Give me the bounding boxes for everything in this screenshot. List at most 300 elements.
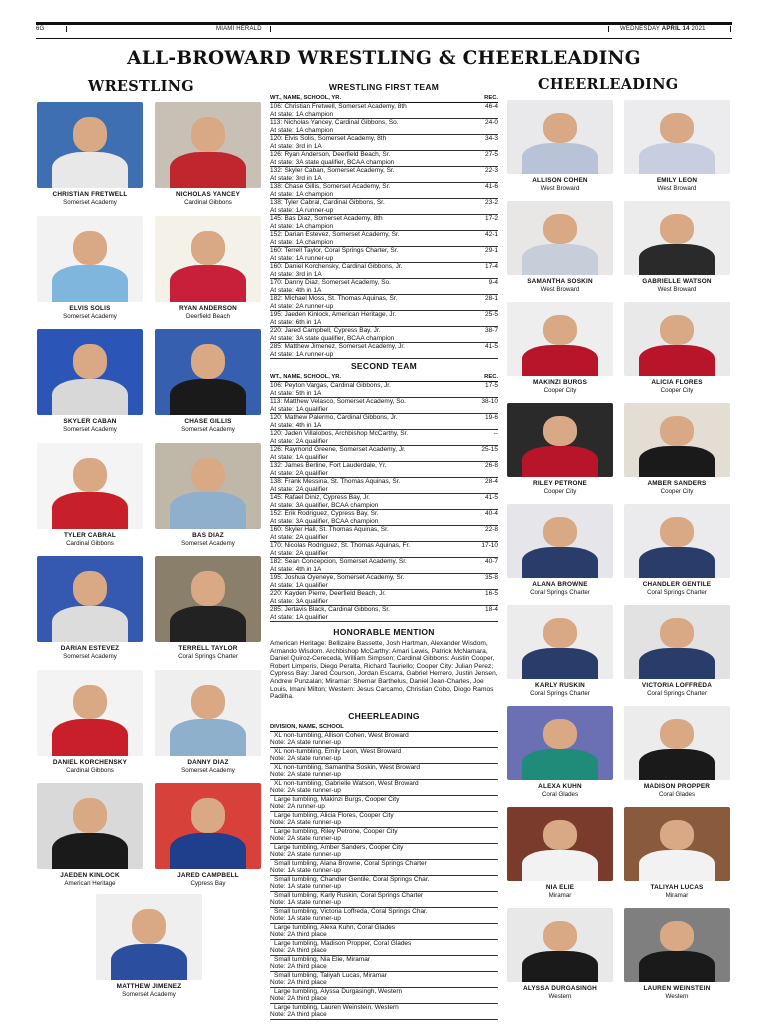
row-entry: 160: Daniel Korchensky, Cardinal Gibbons, Jr. <box>270 263 403 270</box>
photo-shirt <box>52 379 128 415</box>
athlete-school: American Heritage <box>64 880 116 887</box>
row-note: At state: 4th in 1A <box>270 286 322 294</box>
row-note: Note: 2A third place <box>270 963 327 971</box>
row-entry: 138: Chase Gillis, Somerset Academy, Sr. <box>270 183 391 190</box>
athlete-name: JARED CAMPBELL <box>177 872 239 879</box>
photo-face <box>73 458 107 492</box>
row-record: 38-7 <box>484 327 498 334</box>
row-note: Note: 2A state runner-up <box>270 851 341 859</box>
row-entry: 182: Michael Moss, St. Thomas Aquinas, Sr. <box>270 295 398 302</box>
athlete-name: CHANDLER GENTILE <box>642 581 712 588</box>
athlete-photo <box>37 329 143 415</box>
photo-face <box>191 798 225 832</box>
table-row <box>270 494 498 510</box>
table-row <box>270 748 498 764</box>
athlete-school: Somerset Academy <box>181 766 235 774</box>
photo-face <box>543 820 577 850</box>
table-row <box>270 327 498 343</box>
athlete-name: DANIEL KORCHENSKY <box>52 758 128 766</box>
photo-face <box>660 315 694 345</box>
row-entry: 220: Jared Campbell, Cypress Bay, Jr. <box>270 327 381 334</box>
row-note: At state: 1A champion <box>270 110 334 118</box>
photo-shirt <box>522 648 598 679</box>
athlete-photo <box>37 556 143 642</box>
athlete-school: Somerset Academy <box>63 312 117 320</box>
row-record: 24-0 <box>484 119 498 126</box>
table-row <box>270 231 498 247</box>
photo-shirt <box>111 944 187 980</box>
table-row <box>270 430 498 446</box>
athlete-name: TYLER CABRAL <box>63 531 117 539</box>
table-row <box>270 828 498 844</box>
athlete-name: DANNY DIAZ <box>187 758 229 766</box>
first-team-table <box>270 103 498 359</box>
photo-shirt <box>639 850 715 881</box>
table-row <box>270 263 498 279</box>
table-row <box>270 876 498 892</box>
row-note: Note: 2A third place <box>270 995 327 1003</box>
row-note: Note: 2A state runner-up <box>270 819 341 827</box>
photo-shirt <box>522 951 598 982</box>
table-row <box>270 908 498 924</box>
photo-shirt <box>522 850 598 881</box>
athlete-school: West Broward <box>540 286 580 293</box>
photo-shirt <box>52 152 128 188</box>
row-record: 17-4 <box>484 263 498 270</box>
athlete-photo <box>624 302 730 376</box>
athlete-caption <box>90 983 208 999</box>
row-record: 17-10 <box>481 542 498 549</box>
photo-shirt <box>522 345 598 376</box>
photo-face <box>191 344 225 378</box>
athlete-photo <box>37 216 143 302</box>
row-note: Note: 1A state runner-up <box>270 915 341 923</box>
athlete-photo <box>37 783 143 869</box>
photo-face <box>660 719 694 749</box>
athlete-caption <box>618 884 736 900</box>
photo-face <box>543 719 577 749</box>
athlete-name: ALEXA KUHN <box>538 783 582 790</box>
athlete-caption <box>31 191 149 207</box>
row-record: 41-5 <box>484 494 498 501</box>
table-row <box>270 574 498 590</box>
row-note: At state: 2A runner-up <box>270 302 334 310</box>
photo-shirt <box>170 719 246 755</box>
second-team-title: SECOND TEAM <box>350 361 418 371</box>
row-entry: Large tumbling, Lauren Weinstein, Western <box>274 1003 399 1011</box>
table-row <box>270 215 498 231</box>
photo-shirt <box>522 547 598 578</box>
table-row <box>270 414 498 430</box>
table-row <box>270 1004 498 1020</box>
row-note: At state: 3A qualifier, BCAA champion <box>270 501 379 509</box>
row-entry: 195: Joshua Oyeneye, Somerset Academy, Sr. <box>270 574 405 581</box>
photo-face <box>543 618 577 648</box>
row-note: At state: 6th in 1A <box>270 318 322 326</box>
row-note: At state: 1A champion <box>270 222 334 230</box>
row-note: At state: 1A qualifier <box>270 613 328 621</box>
athlete-photo <box>624 201 730 275</box>
athlete-photo <box>155 556 261 642</box>
table-row <box>270 924 498 940</box>
table-row <box>270 103 498 119</box>
photo-face <box>543 214 577 244</box>
photo-face <box>660 618 694 648</box>
wrestling-section-title: WRESTLING <box>88 78 194 95</box>
photo-face <box>73 798 107 832</box>
row-entry: 113: Matthew Velasco, Somerset Academy, So. <box>270 398 406 405</box>
athlete-photo <box>507 605 613 679</box>
athlete-name: RILEY PETRONE <box>533 480 587 487</box>
photo-shirt <box>639 749 715 780</box>
photo-shirt <box>522 749 598 780</box>
photo-shirt <box>52 833 128 869</box>
athlete-caption <box>618 682 736 698</box>
table-row <box>270 558 498 574</box>
row-entry: Small tumbling, Nia Elie, Miramar <box>274 955 371 963</box>
table-row <box>270 590 498 606</box>
athlete-name: SAMANTHA SOSKIN <box>527 278 593 285</box>
row-entry: 145: Rafael Diniz, Cypress Bay, Jr. <box>270 494 370 501</box>
top-rule <box>36 22 732 25</box>
athlete-name: SKYLER CABAN <box>63 418 117 425</box>
table-row <box>270 462 498 478</box>
athlete-school: Cooper City <box>543 488 577 495</box>
row-entry: XL non-tumbling, Gabrielle Watson, West Broward <box>274 779 419 787</box>
athlete-photo <box>155 443 261 529</box>
row-entry: 106: Peyton Vargas, Cardinal Gibbons, Jr. <box>270 382 391 389</box>
photo-face <box>73 117 107 151</box>
row-note: At state: 1A champion <box>270 190 334 198</box>
cheer-table <box>270 732 498 1020</box>
table-row <box>270 247 498 263</box>
issue-date: WEDNESDAY APRIL 14 2021 <box>620 26 706 32</box>
photo-shirt <box>639 446 715 477</box>
row-record: 41-6 <box>484 183 498 190</box>
row-record: 22-3 <box>484 167 498 174</box>
athlete-caption <box>149 191 267 207</box>
athlete-caption <box>501 379 619 395</box>
row-entry: 120: Elvis Solis, Somerset Academy, 8th <box>270 135 387 142</box>
row-entry: 138: Tyler Cabral, Cardinal Gibbons, Sr. <box>270 199 385 206</box>
athlete-name: MATTHEW JIMENEZ <box>116 983 182 990</box>
photo-shirt <box>52 719 128 755</box>
table-row <box>270 398 498 414</box>
athlete-school: Somerset Academy <box>181 539 235 547</box>
row-note: At state: 3A qualifier, BCAA champion <box>270 517 379 525</box>
row-entry: 113: Nicholas Yancey, Cardinal Gibbons, So. <box>270 119 399 126</box>
table-row <box>270 446 498 462</box>
row-note: At state: 3rd in 1A <box>270 142 322 150</box>
row-entry: 120: Mathew Palermo, Cardinal Gibbons, Jr. <box>270 414 398 421</box>
row-entry: 182: Sean Concepcion, Somerset Academy, Sr. <box>270 558 407 565</box>
athlete-school: Cooper City <box>660 488 694 495</box>
paper-name: MIAMI HERALD <box>216 26 262 32</box>
athlete-school: Cardinal Gibbons <box>184 199 232 206</box>
photo-face <box>73 685 107 719</box>
athlete-name: ALANA BROWNE <box>532 581 588 588</box>
athlete-name: ALLISON COHEN <box>532 177 588 184</box>
athlete-photo <box>507 908 613 982</box>
row-note: At state: 3A state qualifier, BCAA champion <box>270 158 395 166</box>
athlete-photo <box>155 329 261 415</box>
athlete-school: Coral Glades <box>541 791 579 798</box>
row-entry: Large tumbling, Alicia Flores, Cooper City <box>274 811 394 819</box>
photo-shirt <box>52 606 128 642</box>
athlete-school: Cooper City <box>660 387 694 394</box>
athlete-caption <box>618 581 736 597</box>
row-record: 38-10 <box>481 398 498 405</box>
athlete-caption <box>618 480 736 496</box>
row-note: Note: 2A third place <box>270 1011 327 1019</box>
row-note: At state: 1A qualifier <box>270 453 328 461</box>
athlete-name: ALICIA FLORES <box>651 379 703 386</box>
photo-face <box>660 921 694 951</box>
table-row <box>270 382 498 398</box>
athlete-school: West Broward <box>657 185 697 192</box>
athlete-caption <box>31 305 149 321</box>
row-note: At state: 1A qualifier <box>270 405 328 413</box>
row-note: At state: 2A qualifier <box>270 485 328 493</box>
table-row <box>270 542 498 558</box>
athlete-school: West Broward <box>540 185 580 192</box>
athlete-caption <box>149 418 267 434</box>
row-record: 28-4 <box>484 478 498 485</box>
photo-face <box>191 231 225 265</box>
row-note: At state: 1A runner-up <box>270 254 334 262</box>
athlete-name: MAKINZI BURGS <box>532 379 588 386</box>
athlete-name: CHASE GILLIS <box>184 418 232 425</box>
row-record: 27-5 <box>484 151 498 158</box>
table-row <box>270 972 498 988</box>
second-team-header: WT., NAME, SCHOOL, YR. REC. <box>270 374 498 380</box>
row-record: 17-2 <box>484 215 498 222</box>
athlete-photo <box>507 403 613 477</box>
photo-face <box>660 113 694 143</box>
athlete-photo <box>155 670 261 756</box>
athlete-school: Miramar <box>548 892 572 899</box>
athlete-school: Somerset Academy <box>181 426 235 433</box>
photo-shirt <box>639 648 715 679</box>
photo-shirt <box>170 265 246 301</box>
row-entry: 152: Erik Rodriguez, Cypress Bay, Sr. <box>270 510 379 517</box>
row-entry: XL non-tumbling, Samantha Soskin, West Broward <box>274 763 420 771</box>
photo-face <box>73 571 107 605</box>
row-entry: Large tumbling, Madison Propper, Coral Glades <box>274 939 412 947</box>
athlete-name: TALIYAH LUCAS <box>650 884 704 891</box>
athlete-caption <box>31 872 149 888</box>
athlete-school: Cooper City <box>543 387 577 394</box>
athlete-name: CHRISTIAN FRETWELL <box>52 191 128 198</box>
athlete-photo <box>624 403 730 477</box>
athlete-school: Coral Springs Charter <box>178 653 238 660</box>
row-note: At state: 4th in 1A <box>270 565 322 573</box>
table-row <box>270 606 498 622</box>
table-row <box>270 860 498 876</box>
row-record: 26-8 <box>484 462 498 469</box>
row-record: 35-8 <box>484 574 498 581</box>
photo-shirt <box>639 244 715 275</box>
honorable-text: American Heritage: Bellizaire Bassette, Josh Hartman, Alexander Wisdom, Armando Wisdom. Archbishop McCarthy: Amari Lewis, Patrick McNamara, Daniel Quiroz-Cereceda, William Simpson; Cardinal Gibbons: Austin Cooper, Robert Limperis, Diego Peralta, Richard Tauriello; Cooper City: Julian Perez; Cypress Bay: Jared Courson, Jordan Escarra, Gabriel Herrero, Justin Jensen, Andrew Punzalan; Miramar: Shemar Barthelus, Daniel Jean-Charles, Joe Louis, Imani Milton; Western: Jesus Carcamo, Christian Cobo, Diogo Ramos Padilha. <box>270 640 498 701</box>
athlete-photo <box>624 504 730 578</box>
row-entry: XL non-tumbling, Emily Leon, West Broward <box>274 747 402 755</box>
athlete-caption <box>501 278 619 294</box>
table-row <box>270 151 498 167</box>
athlete-school: Western <box>665 993 689 1000</box>
photo-shirt <box>170 606 246 642</box>
row-note: At state: 2A qualifier <box>270 533 328 541</box>
cheer-section-title: CHEERLEADING <box>538 76 679 93</box>
row-record: 34-3 <box>484 135 498 142</box>
row-entry: Large tumbling, Riley Petrone, Cooper City <box>274 827 398 835</box>
photo-face <box>660 416 694 446</box>
first-team-header: WT., NAME, SCHOOL, YR. REC. <box>270 95 498 101</box>
photo-shirt <box>522 446 598 477</box>
athlete-caption <box>149 532 267 548</box>
athlete-photo <box>624 605 730 679</box>
row-note: At state: 3A qualifier <box>270 597 328 605</box>
row-note: At state: 1A qualifier <box>270 581 328 589</box>
athlete-photo <box>624 807 730 881</box>
row-entry: Large tumbling, Makinzi Burgs, Cooper City <box>274 795 400 803</box>
athlete-caption <box>501 783 619 799</box>
row-record: 28-1 <box>484 295 498 302</box>
athlete-school: Coral Glades <box>658 791 696 798</box>
row-record: 19-6 <box>484 414 498 421</box>
photo-face <box>132 909 166 943</box>
athlete-name: GABRIELLE WATSON <box>642 278 712 285</box>
athlete-school: Coral Springs Charter <box>647 690 707 697</box>
photo-shirt <box>52 265 128 301</box>
row-note: At state: 1A runner-up <box>270 206 334 214</box>
row-record: 18-4 <box>484 606 498 613</box>
row-record: 23-2 <box>484 199 498 206</box>
row-entry: XL non-tumbling, Allison Cohen, West Broward <box>274 731 409 739</box>
athlete-photo <box>37 102 143 188</box>
athlete-photo <box>507 201 613 275</box>
row-entry: 285: Jertavis Black, Cardinal Gibbons, Sr. <box>270 606 390 613</box>
row-entry: Small tumbling, Alana Browne, Coral Springs Charter <box>274 859 427 867</box>
athlete-name: TERRELL TAYLOR <box>178 645 238 652</box>
table-row <box>270 199 498 215</box>
athlete-photo <box>507 302 613 376</box>
cheer-table-header: DIVISION, NAME, SCHOOL <box>270 724 498 732</box>
table-row <box>270 780 498 796</box>
row-entry: Small tumbling, Karly Ruskin, Coral Springs Charter <box>274 891 424 899</box>
row-entry: Large tumbling, Alyssa Durgasingh, Western <box>274 987 403 995</box>
athlete-caption <box>618 278 736 294</box>
second-team-table <box>270 382 498 622</box>
athlete-caption <box>501 581 619 597</box>
photo-face <box>73 344 107 378</box>
athlete-school: Somerset Academy <box>122 991 176 998</box>
row-record: 41-5 <box>484 343 498 350</box>
athlete-school: Western <box>548 993 572 1000</box>
page-headline: ALL-BROWARD WRESTLING & CHEERLEADING <box>127 48 641 69</box>
athlete-school: Cardinal Gibbons <box>66 766 114 774</box>
photo-shirt <box>639 547 715 578</box>
athlete-name: AMBER SANDERS <box>647 480 707 487</box>
athlete-photo <box>155 216 261 302</box>
row-note: Note: 2A runner-up <box>270 803 325 811</box>
table-row <box>270 732 498 748</box>
row-record: 17-5 <box>484 382 498 389</box>
row-record: 25-5 <box>484 311 498 318</box>
row-entry: 132: Skyler Caban, Somerset Academy, Sr. <box>270 167 395 174</box>
table-row <box>270 940 498 956</box>
row-record: 9-4 <box>488 279 498 286</box>
athlete-photo <box>624 100 730 174</box>
row-note: Note: 1A state runner-up <box>270 899 341 907</box>
row-note: Note: 2A third place <box>270 979 327 987</box>
results-column <box>270 80 498 1020</box>
row-entry: 152: Darian Estevez, Somerset Academy, Sr. <box>270 231 400 238</box>
row-note: At state: 2A qualifier <box>270 437 328 445</box>
athlete-caption <box>501 177 619 193</box>
row-note: At state: 1A champion <box>270 126 334 134</box>
photo-face <box>660 214 694 244</box>
photo-face <box>660 517 694 547</box>
row-note: At state: 4th in 1A <box>270 421 322 429</box>
honorable-title: HONORABLE MENTION <box>333 627 435 637</box>
athlete-caption <box>149 872 267 888</box>
photo-face <box>543 315 577 345</box>
row-note: At state: 3rd in 1A <box>270 270 322 278</box>
athlete-caption <box>618 379 736 395</box>
photo-face <box>191 571 225 605</box>
photo-face <box>543 113 577 143</box>
athlete-name: ALYSSA DURGASINGH <box>523 985 597 992</box>
athlete-name: NICHOLAS YANCEY <box>175 191 241 198</box>
row-entry: Small tumbling, Victoria Loffreda, Coral Springs Char. <box>274 907 428 915</box>
athlete-school: West Broward <box>657 286 697 293</box>
row-note: Note: 2A state runner-up <box>270 755 341 763</box>
row-note: Note: 2A state runner-up <box>270 739 341 747</box>
table-row <box>270 311 498 327</box>
athlete-name: JAEDEN KINLOCK <box>60 872 120 879</box>
row-entry: 106: Christian Fretwell, Somerset Academy, 8th <box>270 103 407 110</box>
athlete-name: DARIAN ESTEVEZ <box>60 645 120 652</box>
cheer-table-title: CHEERLEADING <box>348 710 420 721</box>
table-row <box>270 988 498 1004</box>
row-entry: 170: Nicolas Rodriguez, St. Thomas Aquinas, Fr. <box>270 542 411 549</box>
athlete-caption <box>618 985 736 1001</box>
athlete-name: ELVIS SOLIS <box>69 304 111 312</box>
row-note: At state: 1A champion <box>270 238 334 246</box>
photo-shirt <box>170 379 246 415</box>
row-entry: Small tumbling, Chandler Gentile, Coral Springs Char. <box>274 875 430 883</box>
athlete-school: Deerfield Beach <box>185 312 231 320</box>
row-record: 25-15 <box>481 446 498 453</box>
row-entry: 160: Skyler Hall, St. Thomas Aquinas, Sr. <box>270 526 389 533</box>
athlete-caption <box>501 985 619 1001</box>
athlete-caption <box>501 884 619 900</box>
table-row <box>270 167 498 183</box>
row-note: Note: 1A state runner-up <box>270 883 341 891</box>
athlete-school: Somerset Academy <box>63 426 117 433</box>
row-entry: 126: Ryan Anderson, Deerfield Beach, Sr. <box>270 151 391 158</box>
header-rule <box>36 38 732 39</box>
photo-shirt <box>639 951 715 982</box>
athlete-school: Somerset Academy <box>63 653 117 660</box>
athlete-school: Cardinal Gibbons <box>66 539 114 547</box>
athlete-caption <box>149 645 267 661</box>
row-record: 16-5 <box>484 590 498 597</box>
row-entry: 170: Danny Diaz, Somerset Academy, So. <box>270 279 391 286</box>
athlete-name: RYAN ANDERSON <box>179 304 237 312</box>
row-note: At state: 2A qualifier <box>270 469 328 477</box>
row-entry: 220: Kayden Pierre, Deerfield Beach, Jr. <box>270 590 386 597</box>
